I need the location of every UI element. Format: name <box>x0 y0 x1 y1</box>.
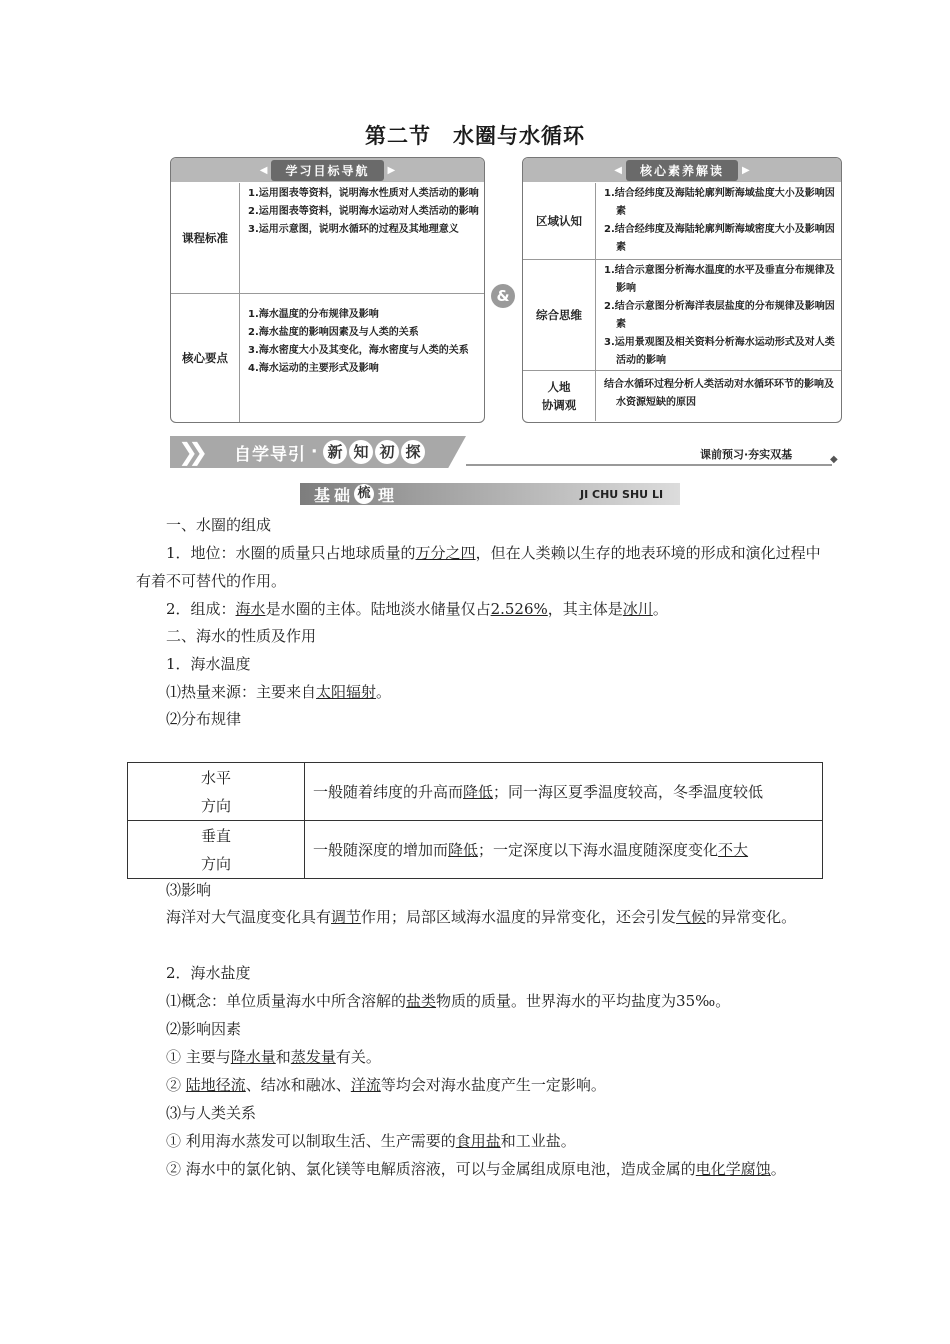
paragraph: ⑴概念：单位质量海水中所含溶解的盐类物质的质量。世界海水的平均盐度为35‰。 <box>166 992 731 1010</box>
sub-char: 梳 <box>354 484 374 504</box>
banner-subtitle: 课前预习·夯实双基 <box>700 448 793 461</box>
row-item: 1.运用图表等资料，说明海水性质对人类活动的影响 <box>248 188 479 199</box>
row-label: 课程标准 <box>171 183 240 293</box>
right-arrow-icon: ▶ <box>387 164 396 176</box>
row-item: 1.结合经纬度及海陆轮廓判断海域盐度大小及影响因素 <box>604 188 835 217</box>
row-item: 3.运用景观图及相关资料分析海水运动形式及对人类活动的影响 <box>604 337 835 366</box>
banner-char: 初 <box>375 440 399 464</box>
paragraph: 2．组成：海水是水圈的主体。陆地淡水储量仅占2.526%，其主体是冰川。 <box>166 600 668 618</box>
answer-blank: 蒸发量 <box>290 1048 336 1066</box>
table-row <box>128 821 823 879</box>
diamond-icon: ◆ <box>830 454 838 465</box>
paragraph: 海洋对大气温度变化具有调节作用；局部区域海水温度的异常变化，还会引发气候的异常变化。 <box>166 908 797 926</box>
table-cell: 水平 方向 <box>128 763 305 821</box>
row-item: 2.结合示意图分析海洋表层盐度的分布规律及影响因素 <box>604 301 835 330</box>
banner-char: 探 <box>401 440 425 464</box>
core-literacy-panel <box>522 157 842 423</box>
sub-banner-english: JI CHU SHU LI <box>580 488 664 501</box>
answer-blank: 太阳辐射 <box>316 683 377 701</box>
paragraph: ② 海水中的氯化钠、氯化镁等电解质溶液，可以与金属组成原电池，造成金属的电化学腐蚀。 <box>166 1160 786 1178</box>
banner-part1: 自学导引 <box>234 444 306 465</box>
answer-blank: 食用盐 <box>455 1132 501 1150</box>
section-heading: 一、水圈的组成 <box>166 516 272 534</box>
answer-blank: 陆地径流 <box>185 1076 246 1094</box>
answer-blank: 降低 <box>463 782 494 801</box>
row-item: 1.海水温度的分布规律及影响 <box>248 309 379 320</box>
row-item: 3.运用示意图，说明水循环的过程及其地理意义 <box>248 224 459 235</box>
answer-blank: 海水 <box>235 600 266 618</box>
row-item: 2.海水盐度的影响因素及与人类的关系 <box>248 327 419 338</box>
paragraph: ⑶与人类关系 <box>166 1104 257 1122</box>
row-label: 区域认知 <box>523 183 596 259</box>
right-arrow-icon: ▶ <box>742 164 750 176</box>
answer-blank: 盐类 <box>406 992 437 1010</box>
paragraph: ② 陆地径流、结冰和融冰、洋流等均会对海水盐度产生一定影响。 <box>166 1076 606 1094</box>
banner-char: 知 <box>349 440 373 464</box>
left-arrow-icon: ◀ <box>259 164 268 176</box>
row-label: 核心要点 <box>171 294 240 422</box>
answer-blank: 冰川 <box>622 600 653 618</box>
answer-blank: 气候 <box>676 908 707 926</box>
row-item: 4.海水运动的主要形式及影响 <box>248 363 379 374</box>
panel-row <box>523 183 841 260</box>
ampersand-badge: & <box>491 284 515 308</box>
row-item: 2.结合经纬度及海陆轮廓判断海域密度大小及影响因素 <box>604 224 835 253</box>
answer-blank: 洋流 <box>350 1076 381 1094</box>
sub-heading: 1．海水温度 <box>166 655 251 673</box>
paragraph: ⑵分布规律 <box>166 710 242 728</box>
table-row <box>128 763 823 821</box>
panel-header-label: 核心素养解读 <box>626 160 738 181</box>
row-label: 综合思维 <box>523 260 596 370</box>
banner-dot: · <box>311 442 319 462</box>
paragraph: ① 利用海水蒸发可以制取生活、生产需要的食用盐和工业盐。 <box>166 1132 576 1150</box>
sub-char: 础 <box>334 485 355 505</box>
answer-blank: 2.526% <box>490 600 548 618</box>
table-cell: 一般随着纬度的升高而降低；同一海区夏季温度较高，冬季温度较低 <box>305 763 823 821</box>
left-arrow-icon: ◀ <box>614 164 622 176</box>
row-item: 结合水循环过程分析人类活动对水循环环节的影响及水资源短缺的原因 <box>604 379 834 408</box>
temperature-table <box>127 762 823 879</box>
sub-banner-title <box>314 483 398 505</box>
answer-blank: 电化学腐蚀 <box>695 1160 771 1178</box>
page-title: 第二节 水圈与水循环 <box>365 124 585 148</box>
panel-header <box>523 158 841 182</box>
answer-blank: 降低 <box>448 840 479 859</box>
panel-row <box>171 294 484 422</box>
sub-char: 理 <box>378 485 399 505</box>
table-cell: 垂直 方向 <box>128 821 305 879</box>
table-cell: 一般随深度的增加而降低；一定深度以下海水温度随深度变化不大 <box>305 821 823 879</box>
paragraph: ⑵影响因素 <box>166 1020 242 1038</box>
section-banner-title <box>234 440 427 464</box>
answer-blank: 调节 <box>331 908 362 926</box>
panel-header <box>171 158 484 182</box>
row-item: 2.运用图表等资料，说明海水运动对人类活动的影响 <box>248 206 479 217</box>
paragraph: ① 主要与降水量和蒸发量有关。 <box>166 1048 381 1066</box>
panel-row <box>171 183 484 294</box>
learning-goals-panel <box>170 157 485 423</box>
row-item: 1.结合示意图分析海水温度的水平及垂直分布规律及影响 <box>604 265 835 294</box>
sub-heading: 2．海水盐度 <box>166 964 251 982</box>
panel-row <box>523 260 841 371</box>
paragraph: ⑴热量来源：主要来自太阳辐射。 <box>166 683 392 701</box>
answer-blank: 万分之四 <box>415 544 476 562</box>
answer-blank: 不大 <box>718 840 749 859</box>
banner-char: 新 <box>323 440 347 464</box>
banner-divider <box>466 464 832 466</box>
paragraph: 1．地位：水圈的质量只占地球质量的万分之四，但在人类赖以生存的地表环境的形成和演化过程中有着不可替代的作用。 <box>136 544 821 590</box>
row-item: 3.海水密度大小及其变化，海水密度与人类的关系 <box>248 345 469 356</box>
panel-row <box>523 371 841 421</box>
chevron-right-icon: ❯❯ <box>178 438 199 466</box>
row-label: 人地 协调观 <box>523 371 596 421</box>
answer-blank: 降水量 <box>230 1048 276 1066</box>
section-heading: 二、海水的性质及作用 <box>166 627 317 645</box>
sub-char: 基 <box>314 485 335 505</box>
paragraph: ⑶影响 <box>166 881 212 899</box>
panel-header-label: 学习目标导航 <box>271 160 383 181</box>
